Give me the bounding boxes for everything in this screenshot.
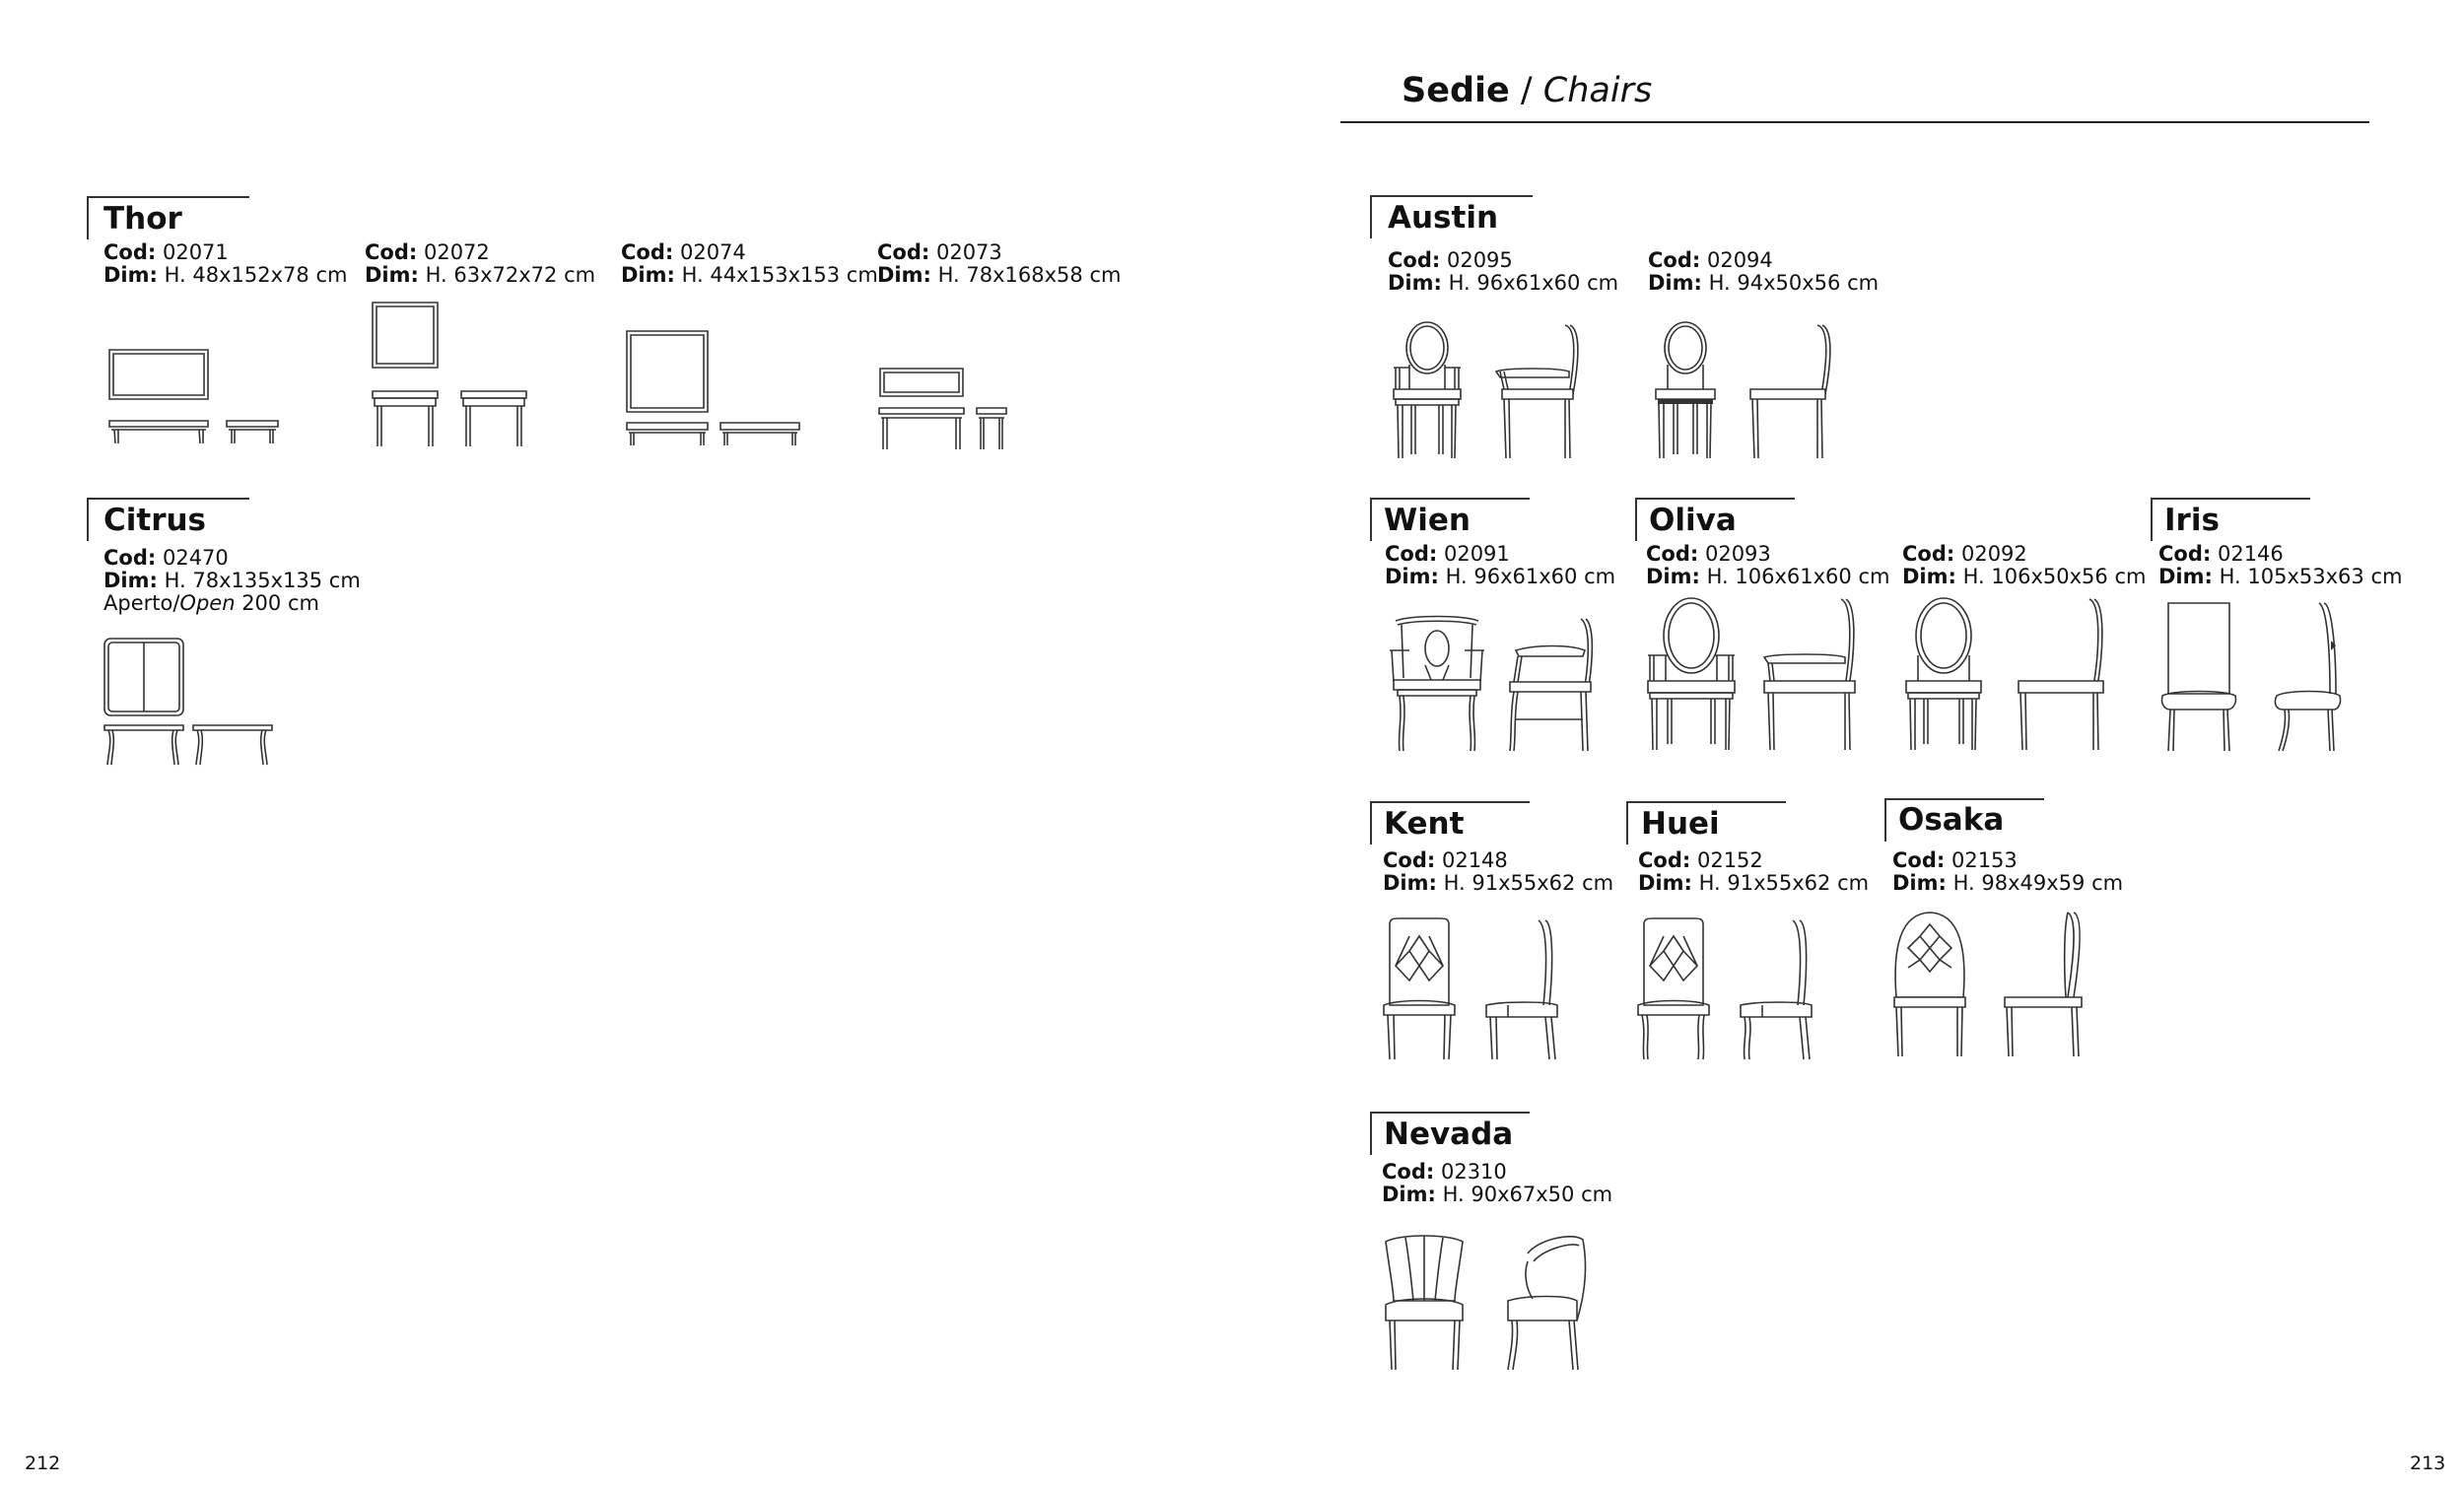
page-title-italian: Sedie: [1402, 71, 1510, 110]
product-code: 02152: [1696, 848, 1763, 872]
cod-label: Cod:: [1383, 848, 1436, 872]
chair-drawing-02094: [1648, 320, 1845, 463]
chair-drawing-02148: [1380, 916, 1577, 1064]
dim-label: Dim:: [1648, 271, 1702, 295]
dim-label: Dim:: [103, 569, 158, 592]
section-title-wien: Wien: [1384, 503, 1471, 538]
table-drawing-02072: [371, 301, 538, 453]
product-dimensions: H. 78x168x58 cm: [937, 263, 1122, 287]
cod-label: Cod:: [2158, 542, 2212, 566]
section-title-huei: Huei: [1641, 806, 1720, 842]
page-number-left: 212: [25, 1453, 61, 1474]
product-info-02073: [877, 241, 1121, 287]
product-code: 02073: [935, 240, 1002, 264]
product-dimensions: H. 91x55x62 cm: [1443, 871, 1614, 895]
cod-label: Cod:: [621, 240, 674, 264]
cod-label: Cod:: [1638, 848, 1691, 872]
dim-label: Dim:: [1902, 565, 1956, 588]
product-code: 02071: [162, 240, 229, 264]
cod-label: Cod:: [103, 240, 157, 264]
page-title-separator: /: [1509, 71, 1543, 110]
product-info-02071: [103, 241, 347, 287]
table-drawing-02470: [103, 637, 280, 770]
cod-label: Cod:: [1382, 1160, 1435, 1184]
product-info-02091: [1385, 543, 1615, 588]
table-drawing-02073: [877, 367, 1010, 455]
product-code: 02310: [1440, 1160, 1507, 1184]
product-code: 02470: [162, 546, 229, 570]
dim-label: Dim:: [1382, 1183, 1436, 1206]
product-info-02310: [1382, 1161, 1612, 1206]
section-title-thor: Thor: [103, 201, 182, 237]
cod-label: Cod:: [1648, 248, 1701, 272]
cod-label: Cod:: [365, 240, 418, 264]
chair-drawing-02310: [1380, 1232, 1597, 1375]
product-dimensions: H. 63x72x72 cm: [425, 263, 596, 287]
product-code: 02091: [1443, 542, 1510, 566]
product-dimensions: H. 106x50x56 cm: [1962, 565, 2147, 588]
product-dimensions: H. 44x153x153 cm: [681, 263, 878, 287]
product-info-02153: [1892, 849, 2123, 895]
section-title-nevada: Nevada: [1384, 1117, 1514, 1152]
section-title-kent: Kent: [1384, 806, 1465, 842]
product-code: 02092: [1960, 542, 2027, 566]
product-dimensions: H. 98x49x59 cm: [1952, 871, 2124, 895]
dim-label: Dim:: [1646, 565, 1700, 588]
section-title-austin: Austin: [1388, 200, 1499, 236]
product-dimensions: H. 105x53x63 cm: [2219, 565, 2403, 588]
product-info-02093: [1646, 543, 1889, 588]
chair-drawing-02152: [1634, 916, 1831, 1064]
page-number-right: 213: [2410, 1453, 2446, 1474]
dim-label: Dim:: [2158, 565, 2213, 588]
page-title: [1402, 71, 1652, 110]
product-dimensions: H. 106x61x60 cm: [1706, 565, 1890, 588]
dim-label: Dim:: [365, 263, 419, 287]
dim-label: Dim:: [877, 263, 931, 287]
cod-label: Cod:: [1902, 542, 1955, 566]
product-dimensions: H. 96x61x60 cm: [1445, 565, 1616, 588]
product-code: 02148: [1441, 848, 1508, 872]
cod-label: Cod:: [103, 546, 157, 570]
section-title-oliva: Oliva: [1649, 503, 1737, 538]
product-code: 02153: [1951, 848, 2018, 872]
section-title-iris: Iris: [2164, 503, 2220, 538]
cod-label: Cod:: [877, 240, 930, 264]
product-info-02095: [1388, 249, 1618, 295]
product-dimensions: H. 78x135x135 cm: [164, 569, 361, 592]
page-title-english: Chairs: [1542, 71, 1653, 110]
table-drawing-02074: [625, 329, 802, 452]
cod-label: Cod:: [1385, 542, 1438, 566]
open-size: Aperto/Open 200 cm: [103, 591, 319, 615]
chair-drawing-02091: [1388, 611, 1605, 754]
product-code: 02094: [1706, 248, 1773, 272]
cod-label: Cod:: [1892, 848, 1946, 872]
chair-drawing-02093: [1644, 596, 1866, 754]
product-dimensions: H. 48x152x78 cm: [164, 263, 348, 287]
product-info-02094: [1648, 249, 1879, 295]
product-code: 02093: [1704, 542, 1771, 566]
cod-label: Cod:: [1646, 542, 1699, 566]
product-dimensions: H. 94x50x56 cm: [1708, 271, 1880, 295]
product-dimensions: H. 90x67x50 cm: [1442, 1183, 1613, 1206]
product-code: 02146: [2217, 542, 2284, 566]
dim-label: Dim:: [1638, 871, 1692, 895]
product-code: 02074: [679, 240, 746, 264]
product-dimensions: H. 91x55x62 cm: [1698, 871, 1870, 895]
dim-label: Dim:: [1892, 871, 1947, 895]
title-rule: [1340, 121, 2369, 123]
product-info-02146: [2158, 543, 2402, 588]
product-dimensions: H. 96x61x60 cm: [1448, 271, 1619, 295]
dim-label: Dim:: [621, 263, 675, 287]
product-code: 02072: [423, 240, 490, 264]
table-drawing-02071: [106, 347, 284, 455]
product-info-02072: [365, 241, 595, 287]
product-info-02074: [621, 241, 878, 287]
chair-drawing-02092: [1902, 596, 2114, 754]
dim-label: Dim:: [103, 263, 158, 287]
chair-drawing-02095: [1390, 320, 1592, 463]
section-title-osaka: Osaka: [1898, 802, 2005, 838]
dim-label: Dim:: [1388, 271, 1442, 295]
cod-label: Cod:: [1388, 248, 1441, 272]
product-info-02470: [103, 547, 361, 615]
product-info-02092: [1902, 543, 2146, 588]
chair-drawing-02146: [2158, 601, 2356, 754]
product-info-02152: [1638, 849, 1869, 895]
product-code: 02095: [1446, 248, 1513, 272]
dim-label: Dim:: [1383, 871, 1437, 895]
dim-label: Dim:: [1385, 565, 1439, 588]
section-title-citrus: Citrus: [103, 503, 207, 538]
product-info-02148: [1383, 849, 1613, 895]
chair-drawing-02153: [1890, 909, 2097, 1061]
